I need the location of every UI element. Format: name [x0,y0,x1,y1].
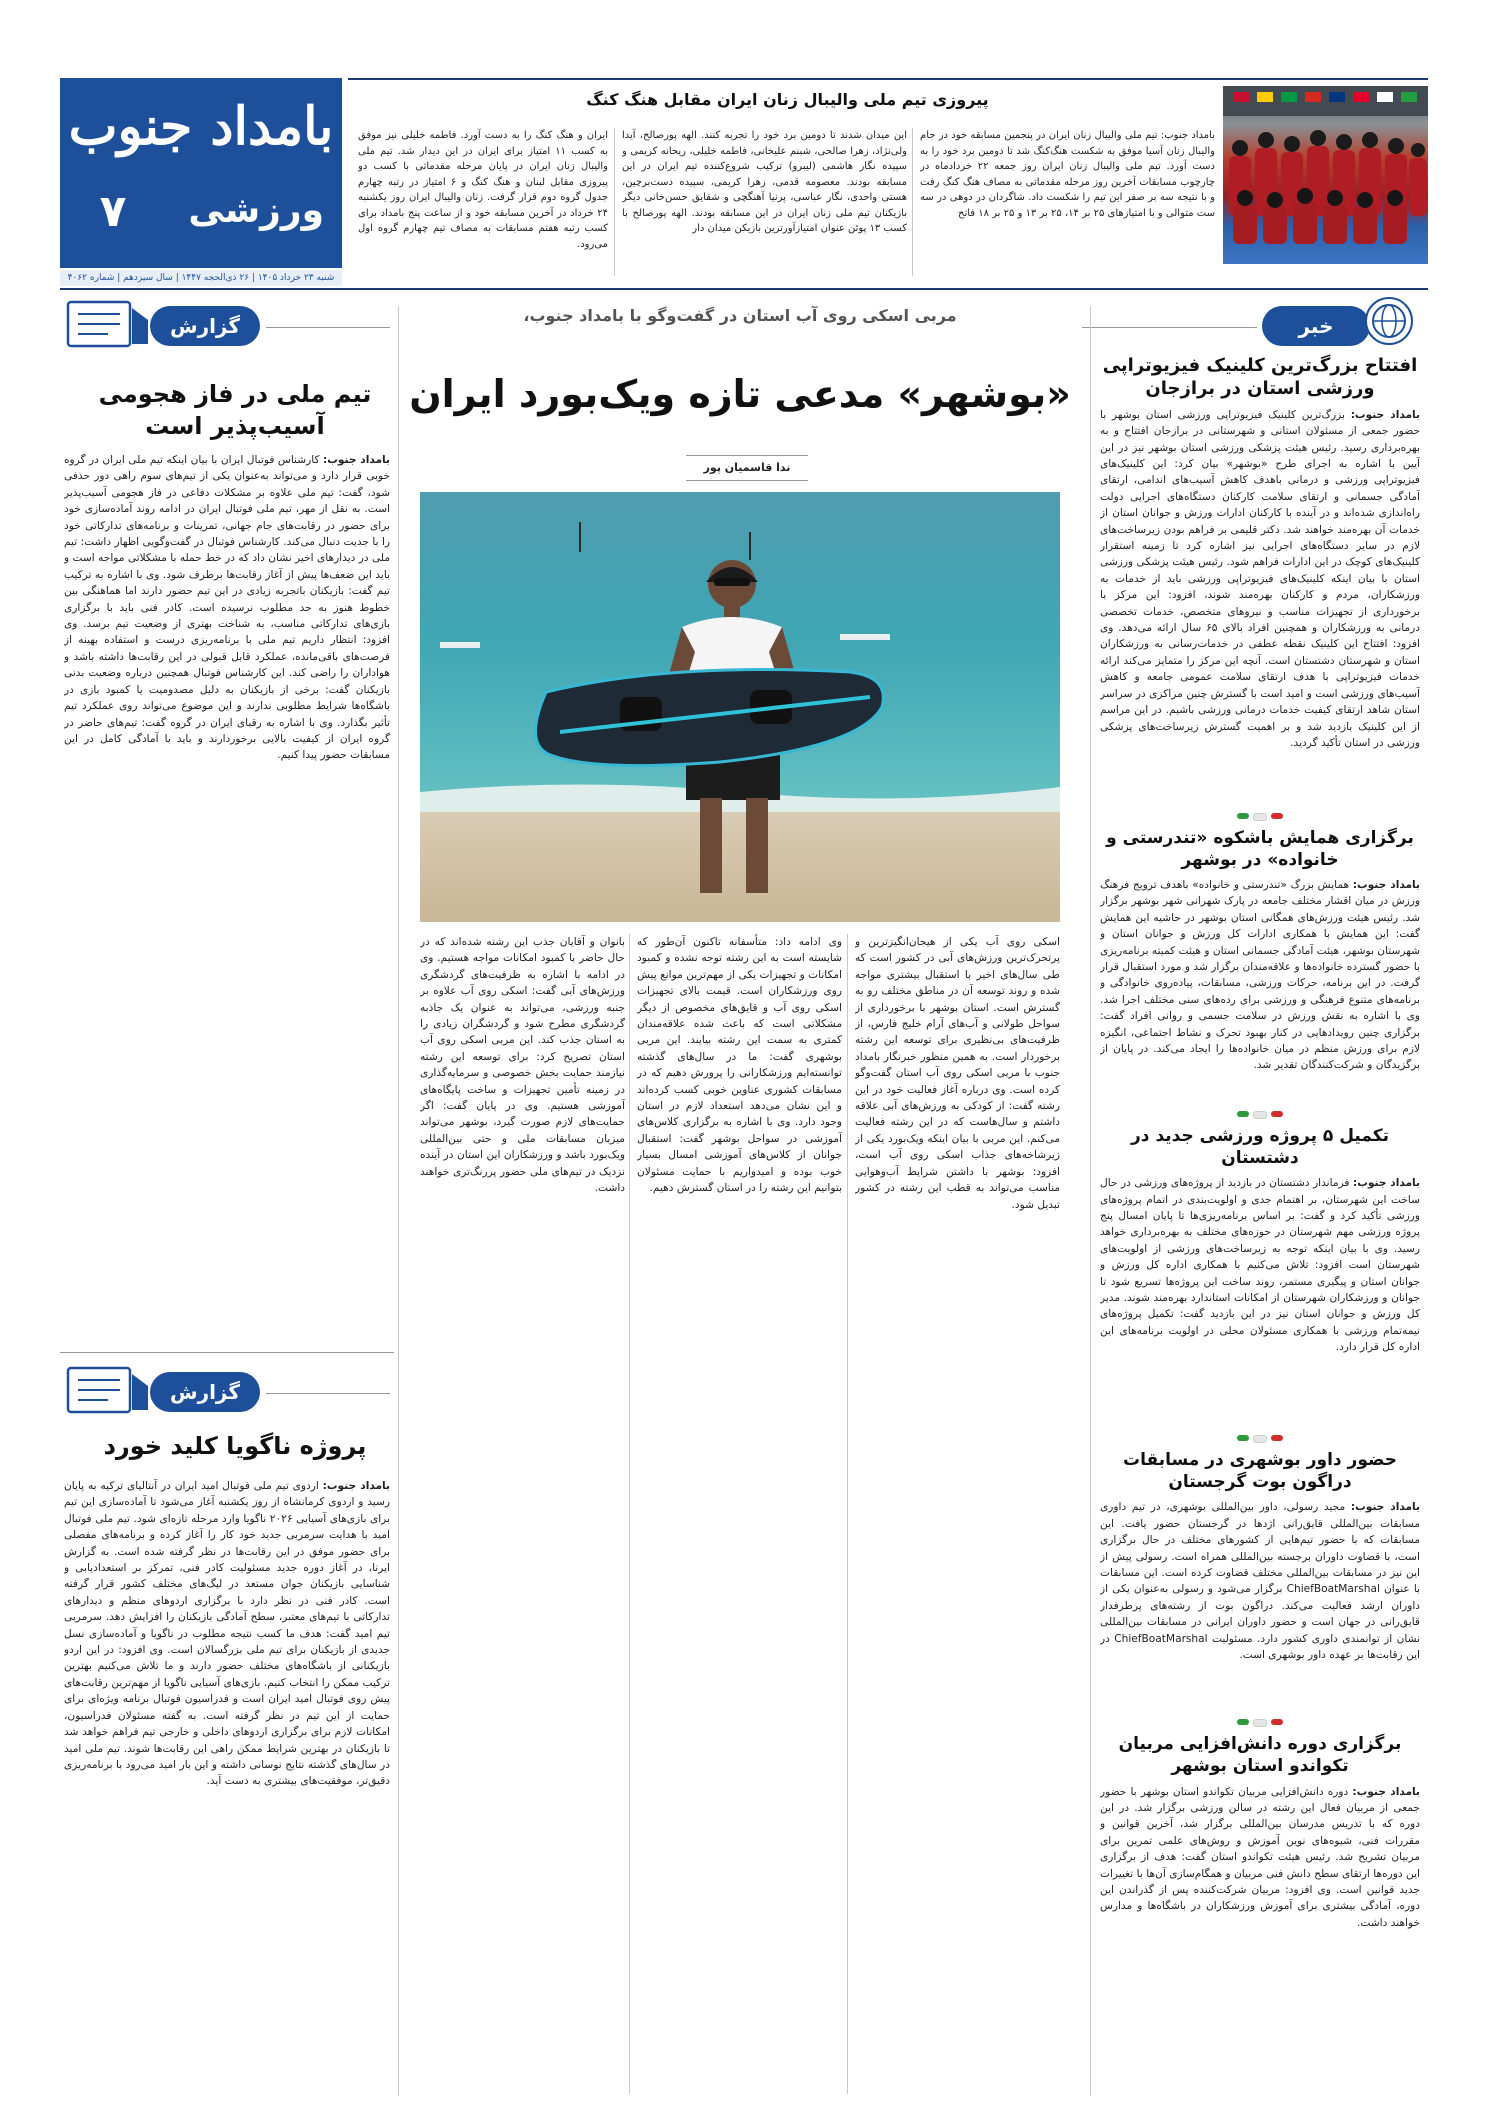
page-number: ۷ [99,186,127,237]
top-story-col-1: بامداد جنوب: تیم ملی والیبال زنان ایران در پنجمین مسابقه خود در جام والیبال زنان آسیا موفق به شکست هنگ‌کنگ شد تا دومین برد خود را به دست آورد. تیم ملی والیبال زنان ایران روز جمعه ۲۲ خردادماه در چارچوب مسابقات آخرین روز مرحله مقدماتی به مصاف هنگ کنگ رفت و با نتیجه سه بر صفر این تیم را شکست داد. شاگردان در دوهی در سه ست متوالی و با امتیازهای ۲۵ بر ۱۴، ۲۵ بر ۱۳ و ۲۵ بر ۱۸ فاتح [920,130,1215,219]
khabar-article-4-lead: بامداد جنوب: [1350,1501,1420,1514]
separator-dots [1100,813,1420,821]
volleyball-team-photo [1223,86,1428,264]
report-icon [64,298,154,352]
gozaresh-1-body [64,452,390,1332]
section-badge-gozaresh-2-label: گزارش [169,1380,241,1404]
top-story-divider-2 [614,128,615,276]
feature-col-2 [637,934,842,2094]
khabar-article-2-body [1100,877,1420,1103]
feature-col-3-text: بانوان و آقایان جذب این رشته شده‌اند که در حال حاضر با کمبود امکانات مواجه هستیم. وی در ادامه با اشاره به ظرفیت‌های گردشگری ورزش‌های آبی گفت: اسکی روی آب علاوه بر جنبه ورزشی، می‌تواند به عنوان یک جاذبه گردشگری مطرح شود و گردشگران زیادی را به استان جذب کند. این مربی اسکی روی آب استان تصریح کرد: برای توسعه این رشته نیازمند حمایت بخش خصوصی و سرمایه‌گذاری در زمینه تأمین تجهیزات و ساخت پایگاه‌های آموزشی هستیم. وی در پایان گفت: اگر حمایت‌های لازم صورت گیرد، بوشهر می‌تواند میزبان مسابقات ملی و حتی بین‌المللی ویک‌بورد باشد و ورزشکاران این استان در آینده نزدیک در تیم‌های ملی حضور پررنگ‌تری خواهند داشت. [420,936,625,1195]
separator-dots-2 [1100,1111,1420,1119]
bottom-border [60,288,1428,290]
khabar-article-1-title: افتتاح بزرگ‌ترین کلینیک فیزیوتراپی ورزشی استان در برازجان [1102,355,1418,400]
feature-col-2-text: وی ادامه داد: متأسفانه تاکنون آن‌طور که شایسته است به این رشته توجه نشده و کمبود امکانات و تجهیزات یکی از مهم‌ترین موانع پیش روی ورزشکاران است. قیمت بالای تجهیزات اسکی روی آب و قایق‌های مخصوص از دیگر مشکلاتی است که باعث شده علاقه‌مندان کمتری به سمت این رشته بیایند. این مربی بوشهری گفت: ما در سال‌های گذشته توانسته‌ایم ورزشکارانی را پرورش دهیم که در مسابقات کشوری عناوین خوبی کسب کرده‌اند و این نشان می‌دهد استعداد لازم در استان وجود دارد. وی با اشاره به برگزاری کلاس‌های آموزشی در سواحل بوشهر گفت: استقبال جوانان از کلاس‌های آموزشی امسال بسیار خوب بوده و امیدواریم با حمایت مسئولان بتوانیم این رشته را در استان گسترش دهیم. [637,936,842,1195]
top-story-col-3: ایران و هنگ کنگ را به دست آورد. فاطمه خلیلی نیز موفق به کسب ۱۱ امتیاز برای ایران در این دیدار شد. تیم ملی والیبال زنان ایران در پایان مرحله مقدماتی با کسب دو پیروزی مقابل لبنان و هنگ کنگ و ۶ امتیاز در رتبه چهارم جدول گروه دوم قرار گرفت. زنان والیبال ایران روز یکشنبه ۲۴ خرداد در آخرین مسابقه خود و از ساعت پنج بامداد برای کسب رتبه هفتم مسابقات به مصاف تیم چهارم گروه اول می‌رود. [358,130,608,250]
section-badge-gozaresh-2 [150,1372,260,1412]
left-column-divider [398,306,399,2096]
feature-col-1 [855,934,1060,2094]
section-badge-gozaresh-1-label: گزارش [169,314,241,338]
khabar-article-5-body [1100,1784,1420,1944]
dateline: شنبه ۲۳ خرداد ۱۴۰۵ | ۲۶ ذی‌الحجه ۱۴۴۷ | سال سیزدهم | شماره ۴۰۶۲ [60,270,342,286]
feature-byline-box [686,455,808,481]
khabar-column-divider [1090,306,1091,2096]
masthead-logo: بامداد جنوب [68,96,334,157]
feature-headline: «بوشهر» مدعی تازه ویک‌بورد ایران [409,372,1071,416]
masthead-section: ورزشی [188,190,324,231]
gozaresh-2-lead: بامداد جنوب: [322,1480,390,1492]
khabar-article-1-body [1100,407,1420,805]
khabar-article-1-text: بزرگ‌ترین کلینیک فیزیوتراپی ورزشی استان بوشهر با حضور جمعی از مسئولان استانی و شهرستانی در برازجان افتتاح و به بهره‌برداری رسید. رئیس هیئت پزشکی ورزشی استان بوشهر نیز در این آیین با اشاره به اجرای طرح «بوشهر» بیان کرد: این کلینیک‌های فیزیوتراپی ورزشی و درمانی باهدف کاهش آسیب‌های اندامی، ارتقای آمادگی جسمانی و ارتقای سلامت کارکنان دستگاه‌های اجرایی دولت راه‌اندازی شده‌اند و در آینده با کارکنان ادارات ورزش و جوانان استان از خدمات آن بهره‌مند خواهند شد. دکتر قلیمی بر فراهم بودن زیرساخت‌های لازم در سایر دستگاه‌های اجرایی نیز اشاره کرد تا زمینه استقرار کلینیک‌های کوچک در این ادارات فراهم شود. رئیس هیئت پزشکی ورزشی استان با بیان اینکه کلینیک‌های فیزیوتراپی ورزشی باید از خدمات به ورزشکاران، مردم و کارکنان بهره‌مند شوند، افزود: این مرکز با برخورداری از تجهیزات مناسب و نیروهای متخصص، خدمات تخصصی درمانی به ورزشکاران و همچنین افراد بالای ۶۵ سال ارائه می‌دهد. وی افزود: افتتاح این کلینیک نقطه عطفی در خدمات‌رسانی به ورزشکاران استان و شهرستان دشتستان است. آنچه این مرکز را متمایز می‌کند ارائه خدمات فیزیوتراپی با هدف ارتقای سلامت عمومی جامعه و کاهش آسیب‌های ورزشی است و امید است با گسترش چنین مراکزی در سراسر استان شاهد ارتقای کیفیت خدمات درمانی ورزشی باشیم. در این مراسم از این کلینیک بازدید شد و بر اهمیت گسترش زیرساخت‌های پزشکی ورزشی در استان تأکید گردید. [1100,408,1420,749]
wakeboard-photo [420,492,1060,922]
gozaresh-1-text: کارشناس فوتبال ایران با بیان اینکه تیم ملی ایران در گروه خوبی قرار دارد و می‌تواند به‌عنوان یکی از تیم‌های سوم راهی دور حذفی شود، گفت: تیم ملی علاوه بر مشکلات دفاعی در فاز هجومی آسیب‌پذیر است. به نقل از مهر، تیم ملی فوتبال ایران در ادامه روند آماده‌سازی خود برای حضور در رقابت‌های جام جهانی، تمرینات و برنامه‌های تدارکاتی خود را با جدیت دنبال می‌کند. کارشناس فوتبال در گفت‌وگویی اظهار داشت: تیم ملی در دیدارهای اخیر نشان داد که در خط حمله با مشکلاتی مواجه است و باید این ضعف‌ها پیش از آغاز رقابت‌ها برطرف شود. وی با اشاره به ترکیب تیم گفت: بازیکنان باتجربه زیادی در این تیم حضور دارند اما هماهنگی بین خطوط هنوز به حد مطلوب نرسیده است. کادر فنی باید با برگزاری بازی‌های تدارکاتی مناسب، به شناخت بهتری از وضعیت تیم برسد. وی افزود: انتظار داریم تیم ملی با برنامه‌ریزی درست و استفاده بهینه از فرصت‌های باقی‌مانده، عملکرد قابل قبولی در این رقابت‌ها داشته باشد و هواداران را راضی کند. [64,454,390,680]
gozaresh-2-title: پروژه ناگویا کلید خورد [103,1432,367,1460]
khabar-article-2-text: همایش بزرگ «تندرستی و خانواده» باهدف ترویج فرهنگ ورزش در میان اقشار مختلف جامعه در پارک شهرانی شهر بوشهر برگزار شد. رئیس هیئت ورزش‌های همگانی استان بوشهر در حاشیه این همایش گفت: این همایش با همکاری ادارات کل ورزش و جوانان استان و شهرستان بوشهر، هیئت آمادگی جسمانی استان و هیئت کمیته برنامه‌ریزی با حضور گسترده خانواده‌ها و علاقه‌مندان برگزار شد و مورد استقبال قرار گرفت. در این برنامه، حرکات ورزشی، مسابقات، پیاده‌روی خانوادگی و برنامه‌های متنوع فرهنگی و ورزشی برای رده‌های سنی مختلف اجرا شد. وی با اشاره به نقش ورزش در سلامت جسمی و روانی افراد گفت: برگزاری چنین رویدادهایی در کنار بهبود تحرک و نشاط اجتماعی، انگیزه لازم برای ورزش منظم در میان خانواده‌ها را ایجاد می‌کند. در پایان از برگزیدگان و شرکت‌کنندگان تقدیر شد. [1100,878,1420,1072]
section-badge-khabar [1262,306,1370,346]
gozaresh-1-header-rule [266,327,390,328]
masthead [60,78,342,268]
khabar-article-3-title: تکمیل ۵ پروژه ورزشی جدید در دشتستان [1131,1125,1389,1169]
khabar-article-4-title: حضور داور بوشهری در مسابقات دراگون بوت گرجستان [1123,1450,1397,1493]
report-icon-2 [64,1364,154,1418]
khabar-article-5-lead: بامداد جنوب: [1352,1785,1420,1798]
khabar-column [1100,354,1420,1944]
volleyball-photo-art [1223,86,1428,264]
top-story-col-2: این میدان شدند تا دومین برد خود را تجربه کنند. الهه پورصالح، آیدا ولی‌نژاد، زهرا صالحی، شبنم علیخانی، فاطمه خلیلی، ریحانه کریمی و سپیده نگار هاشمی (لیبرو) ترکیب شروع‌کننده تیم ایران در این مسابقه بودند. معصومه قدمی، زهرا کریمی، سپیده دست‌برچین، هستی واحدی، نگار عباسی، پرنیا آهنگچی و شقایق حسن‌خانی دیگر بازیکنان تیم ملی زنان ایران در این مسابقه بودند. الهه پورصالح با کسب ۱۳ پوئن عنوان امتیازآورترین بازیکن میدان دار [622,130,907,234]
gozaresh-separator [60,1352,394,1353]
gozaresh-1-title: تیم ملی در فاز هجومی آسیب‌پذیر است [98,380,372,441]
section-badge-khabar-label: خبر [1298,314,1334,338]
khabar-article-1-lead: بامداد جنوب: [1350,408,1420,421]
wakeboard-photo-art [420,492,1060,922]
feature-col-1-text: اسکی روی آب یکی از هیجان‌انگیزترین و پرتحرک‌ترین ورزش‌های آبی در کشور است که طی سال‌های اخیر با استقبال بیشتری مواجه شده و روند توسعه آن در مناطق مختلف رو به گسترش است. استان بوشهر با برخورداری از سواحل طولانی و آب‌های آرام خلیج فارس، از ظرفیت‌های بی‌نظیری برای توسعه این رشته برخوردار است. به همین منظور خبرنگار بامداد جنوب با مربی اسکی روی آب استان گفت‌وگو کرده است. وی درباره آغاز فعالیت خود در این رشته گفت: از کودکی به ورزش‌های آبی علاقه داشتم و سال‌هاست که در این رشته فعالیت می‌کنم. این مربی با بیان اینکه ویک‌بورد یکی از زیرشاخه‌های جذاب اسکی روی آب است، افزود: بوشهر با داشتن شرایط آب‌وهوایی مناسب می‌تواند به قطب این رشته در کشور تبدیل شود. [855,936,1060,1211]
top-border [348,78,1428,80]
khabar-article-2-lead: بامداد جنوب: [1352,878,1420,891]
separator-dots-4 [1100,1719,1420,1727]
separator-dots-3 [1100,1435,1420,1443]
feature-col-3 [420,934,625,2094]
gozaresh-2-text: اردوی تیم ملی فوتبال امید ایران در آنتالیای ترکیه به پایان رسید و اردوی کرمانشاه از روز یکشنبه آغاز می‌شود تا آماده‌سازی این تیم برای بازی‌های آسیایی ۲۰۲۶ ناگویا وارد مرحله تازه‌ای شود. تیم ملی فوتبال امید با هدایت سرمربی جدید خود کار را آغاز کرده و برنامه‌های مفصلی برای حضور موفق در این رقابت‌ها در نظر گرفته شده است. به گزارش ایرنا، در آغاز دوره جدید مسئولیت کادر فنی، تمرکز بر استعدادیابی و شناسایی بازیکنان جوان مستعد در لیگ‌های مختلف کشور قرار گرفته است. کادر فنی در نظر دارد با برگزاری اردوهای منظم و دیدارهای تدارکاتی با تیم‌های معتبر، سطح آمادگی بازیکنان را افزایش دهد. سرمربی تیم امید گفت: هدف ما کسب نتیجه مطلوب در ناگویا و آماده‌سازی نسل جدیدی از بازیکنان برای تیم ملی بزرگسالان است. وی افزود: در این اردو بازیکنانی از باشگاه‌های مختلف حضور دارند و ما تلاش می‌کنیم بهترین ترکیب ممکن را انتخاب کنیم. بازی‌های آسیایی ناگویا از مهم‌ترین رقابت‌های پیش روی فوتبال امید ایران است و فدراسیون فوتبال برنامه ویژه‌ای برای حمایت از این تیم در نظر گرفته است. به گفته مسئولان فدراسیون، امکانات لازم برای برگزاری اردوهای داخلی و خارجی تیم فراهم خواهد شد تا بازیکنان در بهترین شرایط ممکن راهی این رقابت‌ها شوند. تیم ملی امید در سال‌های گذشته نتایج نوسانی داشته و این بار امید می‌رود با برنامه‌ریزی دقیق‌تر، موفقیت‌های بیشتری به دست آید. [64,1480,390,1788]
gozaresh-2-header-rule [266,1393,390,1394]
khabar-article-4-body [1100,1499,1420,1711]
feature-col-divider-1 [847,934,848,2094]
khabar-article-3-lead: بامداد جنوب: [1352,1177,1420,1190]
khabar-article-2-title: برگزاری همایش باشکوه «تندرستی و خانواده» در بوشهر [1106,827,1414,870]
khabar-header-rule [1082,327,1257,328]
khabar-article-4-text: مجید رسولی، داور بین‌المللی بوشهری، در تیم داوری مسابقات بین‌المللی قایق‌رانی اژدها در گرجستان حضور یافت. این مسابقات که با حضور تیم‌هایی از کشورهای مختلف در حال برگزاری است، با قضاوت داوران برجسته بین‌المللی همراه است. رسولی پیش از این نیز در مسابقات بین‌المللی مختلف قضاوت کرده است. این مسابقات با عنوان ChiefBoatMarshal برگزار می‌شود و رسولی به‌عنوان یکی از داوران ارشد فعالیت می‌کند. دراگون بوت از رشته‌های پرطرفدار قایق‌رانی در جهان است و حضور داوران ایرانی در مسابقات بین‌المللی نشان از توانمندی داوری کشور دارد. مسئولیت ChiefBoatMarshal در این رقابت‌ها بر عهده داور بوشهری است. [1100,1501,1420,1661]
khabar-article-5-text: دوره دانش‌افزایی مربیان تکواندو استان بوشهر با حضور جمعی از مربیان فعال این رشته در سالن ورزشی برگزار شد. در این دوره که با تدریس مدرسان بین‌المللی برگزار شد، آخرین قوانین و مقررات فنی، شیوه‌های نوین آموزش و روش‌های علمی تمرین برای مربیان تشریح شد. رئیس هیئت تکواندو استان گفت: هدف از برگزاری این دوره‌ها ارتقای سطح دانش فنی مربیان و همگام‌سازی آن‌ها با تغییرات جدید قوانین است. وی افزود: مربیان شرکت‌کننده پس از گذراندن این دوره، آمادگی بیشتری برای آموزش ورزشکاران در باشگاه‌ها و مدارس خواهند داشت. [1100,1785,1420,1929]
khabar-article-5-title: برگزاری دوره دانش‌افزایی مربیان تکواندو استان بوشهر [1118,1734,1402,1777]
gozaresh-2-body [64,1478,390,2090]
khabar-article-3-body [1100,1175,1420,1427]
section-badge-gozaresh-1 [150,306,260,346]
feature-col-divider-2 [629,934,630,2094]
gozaresh-1-text-2: این کارشناس فوتبال همچنین درباره وضعیت بدنی بازیکنان گفت: برخی از بازیکنان به دلیل مصدومیت یا کمبود بازی در باشگاه‌ها شرایط مطلوبی ندارند و این موضوع می‌تواند روی عملکرد تیم تأثیر بگذارد. وی با اشاره به رقبای ایران در گروه گفت: تیم‌های حاضر در گروه ایران از کیفیت بالایی برخوردارند و باید با آمادگی کامل در این مسابقات حضور پیدا کنیم. [64,667,390,762]
khabar-article-3-text: فرماندار دشتستان در بازدید از پروژه‌های ورزشی در حال ساخت این شهرستان، بر اهتمام جدی و اولویت‌بندی در اتمام پروژه‌های ورزشی تأکید کرد و گفت: بر اساس برنامه‌ریزی‌ها تا پایان امسال پنج پروژه ورزشی مهم شهرستان در حوزه‌های مختلف به بهره‌برداری خواهد رسید. وی با بیان اینکه توجه به زیرساخت‌های ورزشی از اولویت‌های شهرستان است افزود: تلاش می‌کنیم با همکاری اداره کل ورزش و جوانان استان و پیگیری مستمر، روند ساخت این پروژه‌ها تسریع شود تا جوانان و ورزشکاران شهرستان از امکانات استاندارد بهره‌مند شوند. مدیر کل ورزش و جوانان استان نیز در این بازدید گفت: تکمیل پروژه‌های نیمه‌تمام ورزشی با همکاری مسئولان محلی در اولویت برنامه‌های این اداره کل قرار دارد. [1100,1177,1420,1354]
gozaresh-1-lead: بامداد جنوب: [323,454,390,466]
feature-byline: ندا قاسمیان پور [703,461,791,474]
feature-kicker: مربی اسکی روی آب استان در گفت‌وگو با بامداد جنوب، [523,306,957,325]
globe-icon [1364,296,1414,346]
top-story-divider [912,128,913,276]
top-story-headline: پیروزی تیم ملی والیبال زنان ایران مقابل هنگ کنگ [586,90,989,109]
